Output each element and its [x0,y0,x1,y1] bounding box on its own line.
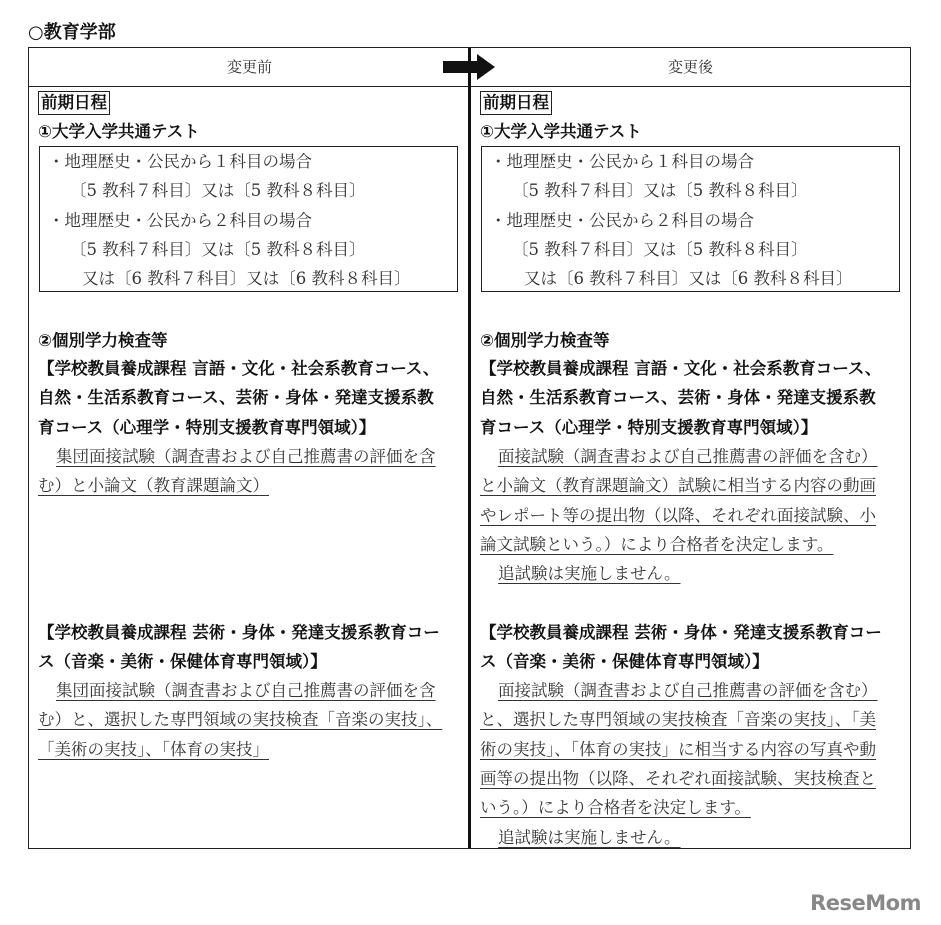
test-subjects-box [481,146,900,292]
exam-description-line: 集団面接試験（調査書および自己推薦書の評価を含 [56,681,436,700]
exam-description-line: 論文試験という。）により合格者を決定します。 [480,534,834,554]
course-title-line: 【学校教員養成課程 言語・文化・社会系教育コース、 [38,359,440,378]
course-title-line: ス（音楽・美術・保健体育専門領域）】 [38,652,327,672]
exam-description-line: む）と小論文（教育課題論文） [38,476,269,496]
course-title-line: 育コース（心理学・特別支援教育専門領域）】 [38,417,376,437]
test-subject-line: 〔5 教科７科目〕又は〔5 教科８科目〕 [70,181,366,201]
course-title-line: 自然・生活系教育コース、芸術・身体・発達支援系教 [480,388,876,408]
course-title-line: 【学校教員養成課程 言語・文化・社会系教育コース、 [480,359,882,378]
course-title-line: 【学校教員養成課程 芸術・身体・発達支援系教育コー [38,623,440,642]
test-subject-line: 〔5 教科７科目〕又は〔5 教科８科目〕 [512,239,808,259]
course-title-line: 【学校教員養成課程 芸術・身体・発達支援系教育コー [480,623,882,642]
test-title: ①大学入学共通テスト [480,122,642,141]
test-subject-line: ・地理歴史・公民から１科目の場合 [490,152,754,171]
schedule-label: 前期日程 [480,91,552,115]
test-subject-line: ・地理歴史・公民から１科目の場合 [48,152,312,171]
test-subject-line: 〔5 教科７科目〕又は〔5 教科８科目〕 [70,239,366,259]
exam-description-line: いう。）により合格者を決定します。 [480,798,751,818]
section-heading: ○教育学部 [28,22,116,43]
test-subjects-box [39,146,458,292]
exam-description-line: 「美術の実技」、「体育の実技」 [38,739,269,759]
course-title-line: 自然・生活系教育コース、芸術・身体・発達支援系教 [38,388,434,408]
column-divider [468,48,471,848]
schedule-label: 前期日程 [38,91,110,115]
exam-description-line: 追試験は実施しません。 [498,564,681,584]
test-subject-line: ・地理歴史・公民から２科目の場合 [490,210,754,230]
exam-description-line: 術の実技」、「体育の実技」に相当する内容の写真や動 [480,739,876,759]
exam-description-line: と、選択した専門領域の実技検査「音楽の実技」、「美 [480,710,876,730]
test-subject-line: 〔5 教科７科目〕又は〔5 教科８科目〕 [512,181,808,201]
exam-description-line: 集団面接試験（調査書および自己推薦書の評価を含 [56,447,436,466]
test-subject-line: ・地理歴史・公民から２科目の場合 [48,210,312,230]
exam-description-line: やレポート等の提出物（以降、それぞれ面接試験、小 [480,505,876,525]
resemom-logo: ReseMom [810,891,921,915]
exam-description-line: 画等の提出物（以降、それぞれ面接試験、実技検査と [480,768,876,788]
exam-title: ②個別学力検査等 [38,331,168,350]
comparison-table [28,47,911,849]
exam-description-line: と小論文（教育課題論文）試験に相当する内容の動画 [480,476,876,496]
exam-description-line: 追試験は実施しません。 [498,827,681,847]
header-before: 変更前 [29,48,470,87]
exam-title: ②個別学力検査等 [480,331,610,350]
test-title: ①大学入学共通テスト [38,122,200,141]
arrow-right-icon [443,54,495,80]
test-subject-line: 又は〔6 教科７科目〕又は〔6 教科８科目〕 [82,269,411,289]
test-subject-line: 又は〔6 教科７科目〕又は〔6 教科８科目〕 [524,269,853,289]
exam-description-line: 面接試験（調査書および自己推薦書の評価を含む） [498,681,878,700]
header-after: 変更後 [470,48,911,87]
exam-description-line: 面接試験（調査書および自己推薦書の評価を含む） [498,447,878,466]
course-title-line: 育コース（心理学・特別支援教育専門領域）】 [480,417,818,437]
exam-description-line: む）と、選択した専門領域の実技検査「音楽の実技」、 [38,710,443,730]
course-title-line: ス（音楽・美術・保健体育専門領域）】 [480,652,769,672]
